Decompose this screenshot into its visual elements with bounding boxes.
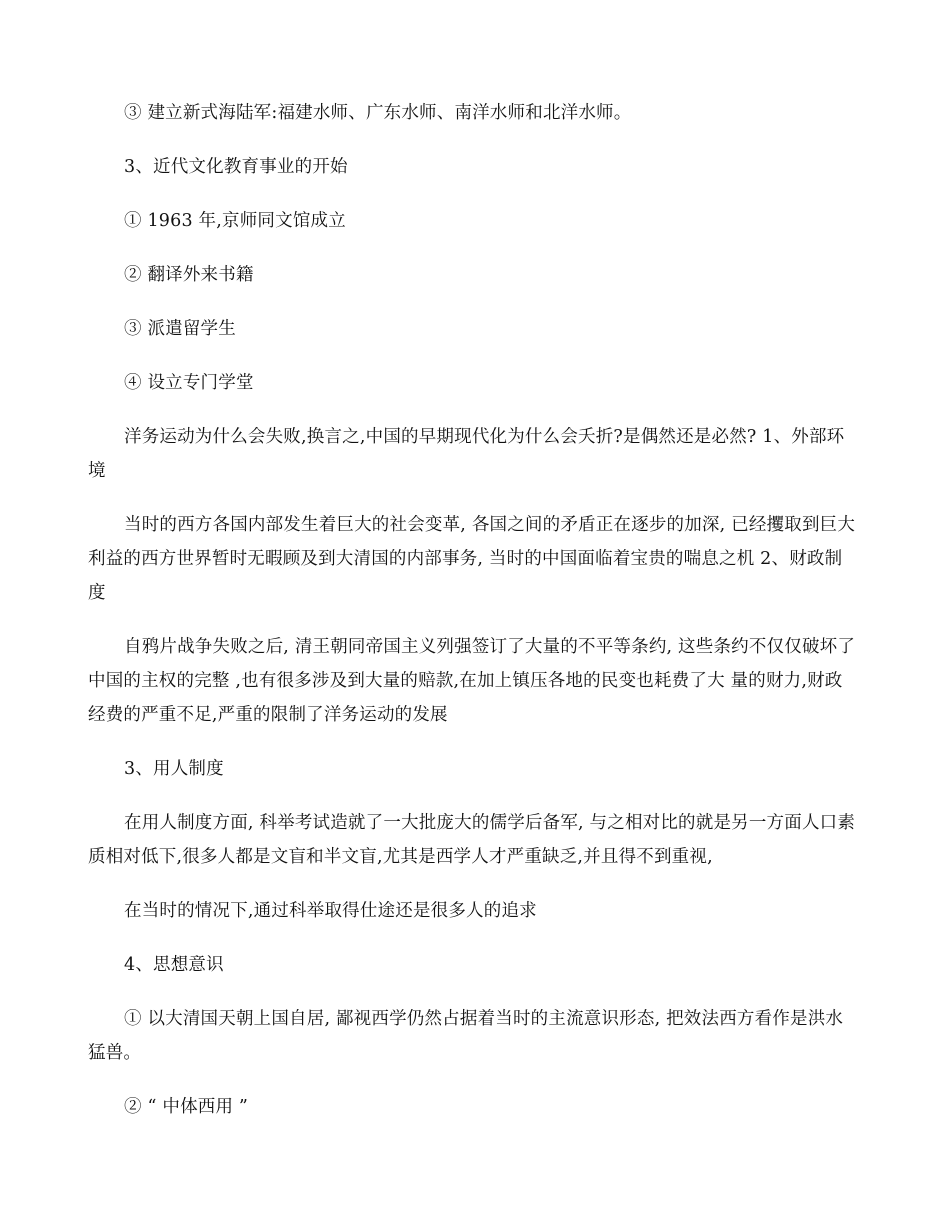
- paragraph-external-environment: 当时的西方各国内部发生着巨大的社会变革, 各国之间的矛盾正在逐步的加深, 已经攫取到巨大利益的西方世界暂时无暇顾及到大清国的内部事务, 当时的中国面临着宝贵的喘息之机 2、财政制度: [88, 515, 856, 603]
- heading-ideology: 4、思想意识: [124, 955, 224, 975]
- list-item-zhongti-xiyong: ② “ 中体西用 ”: [124, 1097, 249, 1117]
- heading-personnel: 3、用人制度: [124, 759, 224, 779]
- list-item-tongwenguan: ① 1963 年,京师同文馆成立: [124, 211, 346, 231]
- list-item-study-abroad: ③ 派遣留学生: [124, 319, 236, 339]
- paragraph-finance: 自鸦片战争失败之后, 清王朝同帝国主义列强签订了大量的不平等条约, 这些条约不仅仅破坏了中国的主权的完整 ,也有很多涉及到大量的赔款,在加上镇压各地的民变也耗费了大 量的财力,财政经费的严重不足,严重的限制了洋务运动的发展: [88, 637, 856, 725]
- list-item-translation: ② 翻译外来书籍: [124, 265, 254, 285]
- paragraph-navy-army: ③ 建立新式海陆军:福建水师、广东水师、南洋水师和北洋水师。: [124, 103, 632, 123]
- paragraph-failure-question: 洋务运动为什么会失败,换言之,中国的早期现代化为什么会夭折?是偶然还是必然? 1、外部环境: [88, 427, 845, 481]
- paragraph-ideology: ① 以大清国天朝上国自居, 鄙视西学仍然占据着当时的主流意识形态, 把效法西方看作是洪水猛兽。: [88, 1009, 844, 1063]
- heading-education: 3、近代文化教育事业的开始: [124, 157, 348, 177]
- paragraph-imperial-exam: 在当时的情况下,通过科举取得仕途还是很多人的追求: [124, 901, 537, 921]
- paragraph-personnel: 在用人制度方面, 科举考试造就了一大批庞大的儒学后备军, 与之相对比的就是另一方面人口素质相对低下,很多人都是文盲和半文盲,尤其是西学人才严重缺乏,并且得不到重视,: [88, 813, 856, 867]
- list-item-schools: ④ 设立专门学堂: [124, 373, 254, 393]
